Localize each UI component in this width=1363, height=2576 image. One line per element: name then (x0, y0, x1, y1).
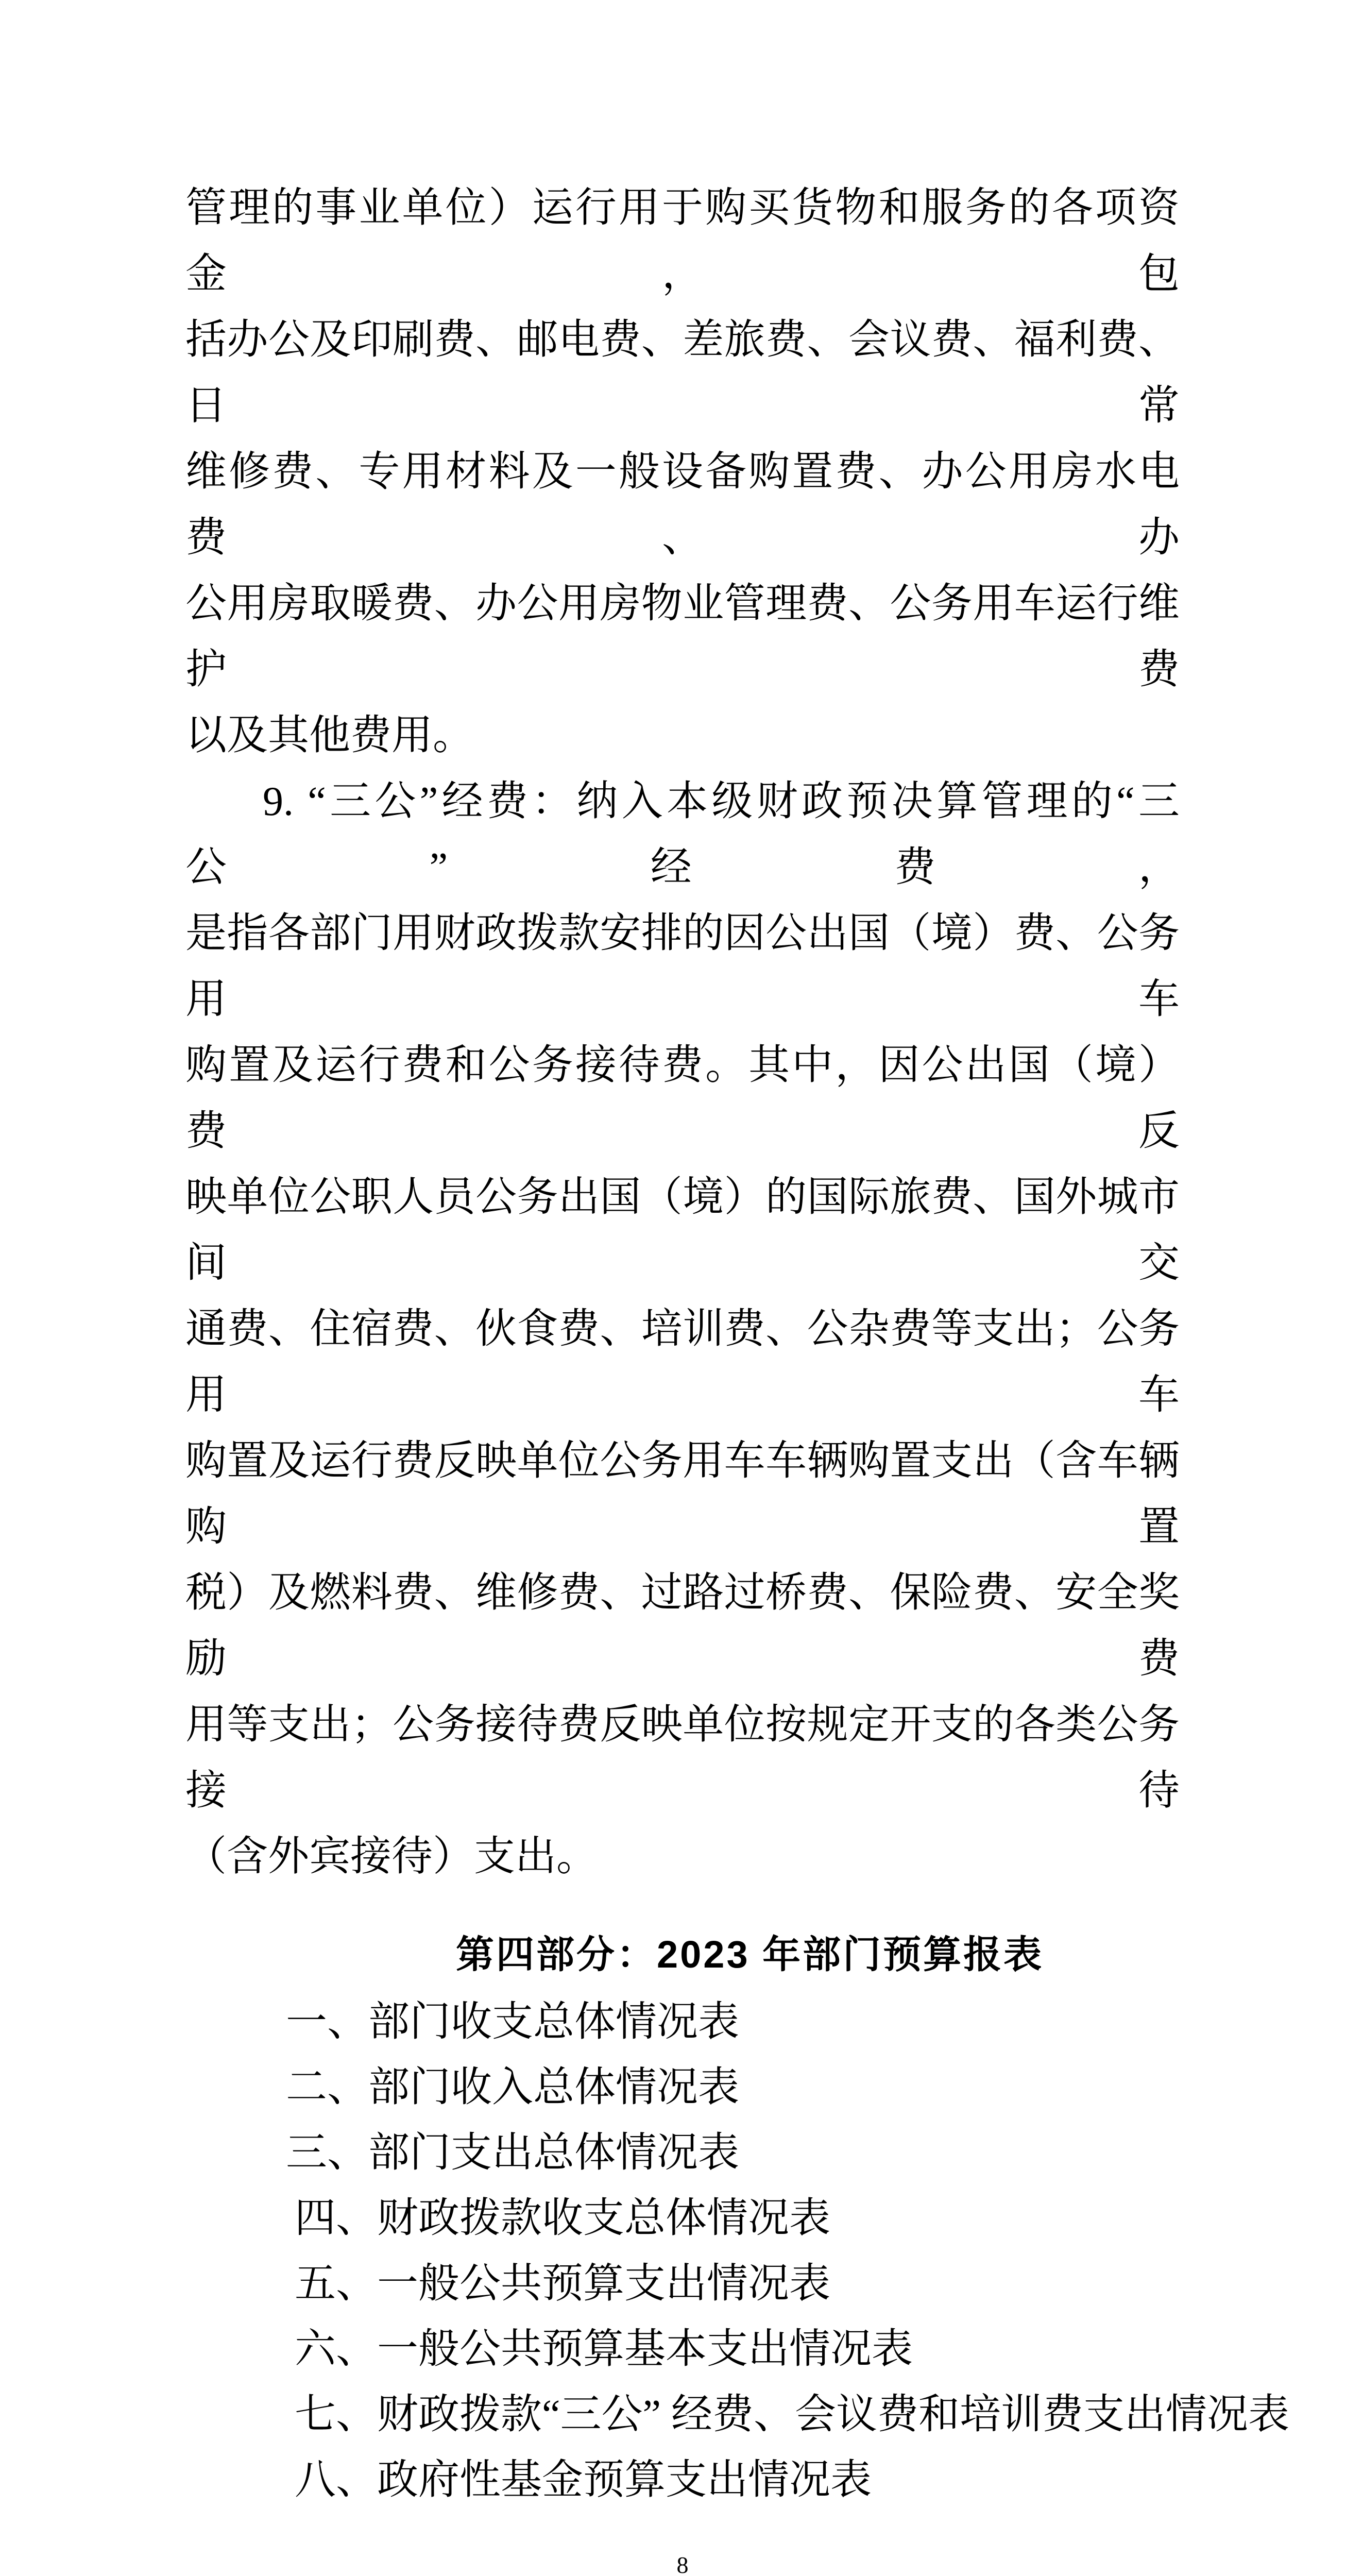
page-number: 8 (676, 2552, 689, 2576)
text-line: 括办公及印刷费、邮电费、差旅费、会议费、福利费、日常 (185, 317, 1180, 429)
text-line: 购置及运行费和公务接待费。其中，因公出国（境） 费反 (185, 1043, 1180, 1154)
text-line: 公用房取暖费、办公用房物业管理费、公务用车运行维护费 (185, 581, 1180, 692)
toc-item-6: 六、一般公共预算基本支出情况表 (295, 2327, 913, 2372)
text-block (185, 0, 1290, 2576)
toc-item-7: 七、财政拨款“三公” 经费、会议费和培训费支出情况表 (295, 2392, 1290, 2437)
toc-item-4: 四、财政拨款收支总体情况表 (295, 2196, 830, 2241)
text-line: 税）及燃料费、维修费、过路过桥费、保险费、安全奖励费 (185, 1570, 1180, 1682)
text-line: 以及其他费用。 (185, 713, 474, 758)
text-line: （含外宾接待）支出。 (185, 1834, 598, 1879)
text-line: 映单位公职人员公务出国（境）的国际旅费、国外城市间交 (185, 1175, 1180, 1286)
section-heading: 第四部分：2023 年部门预算报表 (456, 1933, 1044, 1976)
report-table-list (185, 1990, 1290, 2513)
text-line: 购置及运行费反映单位公务用车车辆购置支出（含车辆购置 (185, 1438, 1180, 1550)
toc-item-3: 三、部门支出总体情况表 (286, 2130, 739, 2176)
text-line: 通费、住宿费、伙食费、培训费、公杂费等支出；公务用车 (185, 1307, 1180, 1418)
toc-item-1: 一、部门收支总体情况表 (286, 1999, 739, 2045)
toc-item-2: 二、部门收入总体情况表 (286, 2065, 739, 2110)
text-line: 9. “三公”经费：纳入本级财政预决算管理的“三公”经费， (185, 779, 1180, 890)
toc-item-5: 五、一般公共预算支出情况表 (295, 2261, 830, 2307)
text-line: 用等支出；公务接待费反映单位按规定开支的各类公务接待 (185, 1702, 1180, 1814)
text-line: 维修费、专用材料及一般设备购置费、办公用房水电费、办 (185, 449, 1180, 561)
text-line: 管理的事业单位）运行用于购买货物和服务的各项资金，包 (185, 185, 1180, 297)
toc-item-8: 八、政府性基金预算支出情况表 (295, 2458, 872, 2503)
paragraph-sangong-definition (185, 769, 1180, 1890)
text-line: 是指各部门用财政拨款安排的因公出国（境）费、公务用车 (185, 911, 1180, 1022)
paragraph-continuation (185, 175, 1180, 769)
